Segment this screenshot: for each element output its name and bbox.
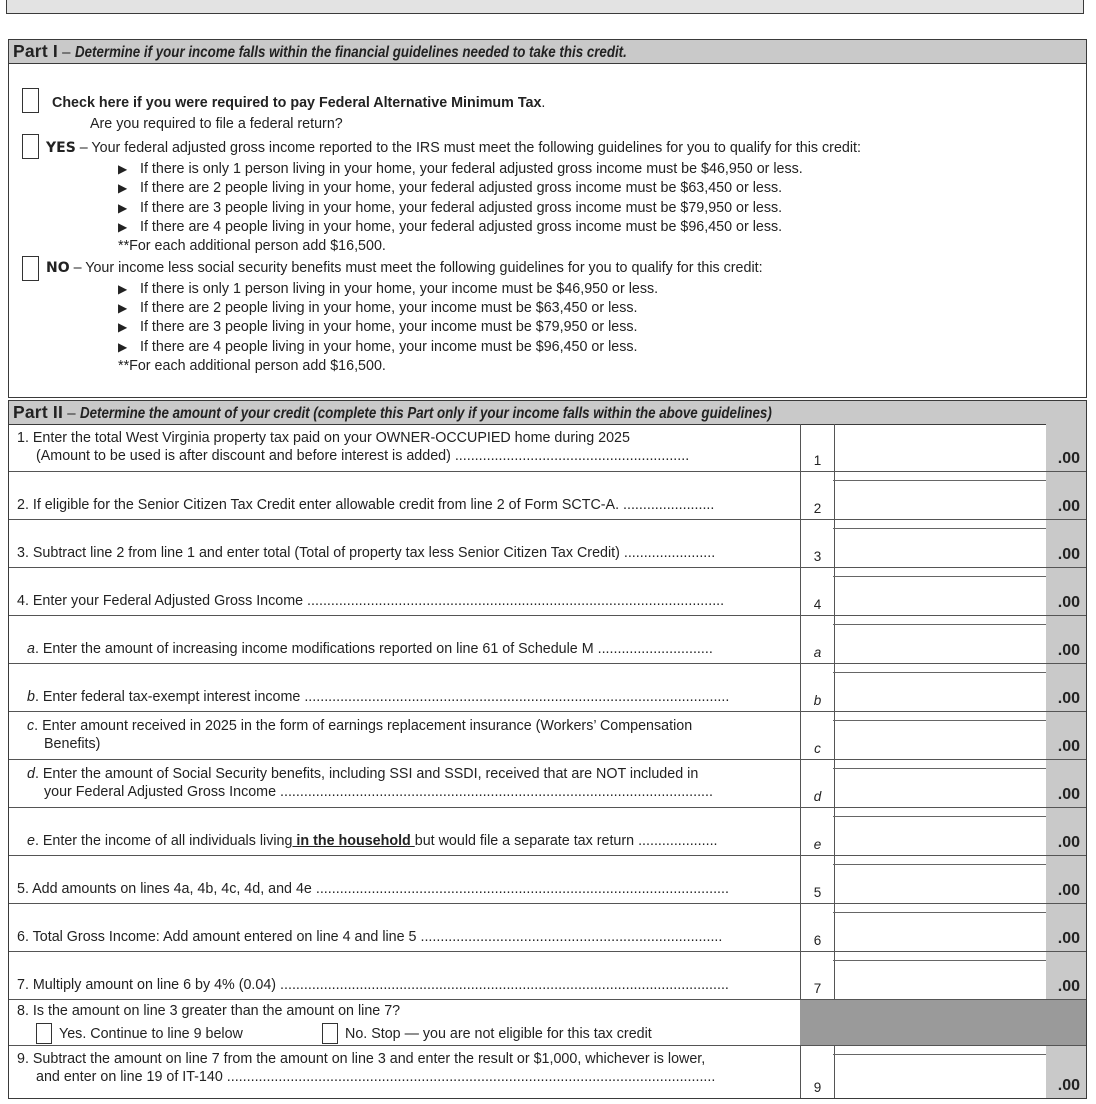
- line-4d-text: d. Enter the amount of Social Security benefits, including SSI and SSDI, received that are NOT included in your Federal Adjusted Gross Income .............................................................................................................: [27, 766, 713, 800]
- line-5-text: 5. Add amounts on lines 4a, 4b, 4c, 4d, and 4e ........................................................................................................: [17, 881, 729, 897]
- part2-header: [8, 400, 1087, 425]
- cents-cell: .00: [1046, 520, 1086, 567]
- part1-label: Part I: [13, 41, 58, 61]
- part2-label: Part II: [13, 402, 64, 422]
- line-8-no-checkbox[interactable]: [322, 1023, 338, 1044]
- line-number: d: [800, 760, 835, 807]
- top-form-box: [6, 0, 1084, 14]
- no-item: ▶ If there is only 1 person living in your home, your income must be $46,950 or less.: [118, 281, 659, 297]
- cents-cell: .00: [1046, 760, 1086, 807]
- line-number: b: [800, 664, 835, 711]
- line-4a-amount[interactable]: [833, 616, 1046, 663]
- no-item: ▶ If there are 4 people living in your home, your income must be $96,450 or less.: [118, 339, 638, 355]
- cents-cell: .00: [1046, 808, 1086, 855]
- line-6-row: [9, 904, 1086, 952]
- line-5-amount[interactable]: [833, 856, 1046, 903]
- line-9-text: 9. Subtract the amount on line 7 from the amount on line 3 and enter the result or $1,000, whichever is lower, and enter on line 19 of IT-140 ...........................................................................................................................: [17, 1051, 716, 1085]
- cents-cell: .00: [1046, 952, 1086, 999]
- part2-dash: –: [63, 405, 80, 422]
- part2-subtitle: Determine the amount of your credit (complete this Part only if your income falls within the above guidelines): [79, 405, 772, 422]
- line-9-row: [9, 1046, 1086, 1098]
- amt-checkbox[interactable]: [22, 88, 39, 113]
- line-4-row: [9, 568, 1086, 616]
- line-number: c: [800, 712, 835, 759]
- line-4b-row: [9, 664, 1086, 712]
- line-number: 5: [800, 856, 835, 903]
- line-4c-row: [9, 712, 1086, 760]
- line-7-amount[interactable]: [833, 952, 1046, 999]
- line-4a-row: [9, 616, 1086, 664]
- line-number: 9: [800, 1046, 835, 1098]
- line-1-row: [9, 424, 1086, 472]
- cents-cell: .00: [1046, 472, 1086, 519]
- line-number: 3: [800, 520, 835, 567]
- line-4e-amount[interactable]: [833, 808, 1046, 855]
- cents-cell: .00: [1046, 1046, 1086, 1098]
- cents-cell: .00: [1046, 664, 1086, 711]
- line-6-amount[interactable]: [833, 904, 1046, 951]
- line-8-shaded-cell: [800, 1000, 1086, 1045]
- line-4b-amount[interactable]: [833, 664, 1046, 711]
- line-number: 4: [800, 568, 835, 615]
- cents-cell: .00: [1046, 568, 1086, 615]
- cents-cell: .00: [1046, 616, 1086, 663]
- part2-body: [8, 424, 1087, 1099]
- line-7-row: [9, 952, 1086, 1000]
- line-3-text: 3. Subtract line 2 from line 1 and enter total (Total of property tax less Senior Citizen Tax Credit) .......................: [17, 545, 716, 561]
- line-1-text: 1. Enter the total West Virginia property tax paid on your OWNER-OCCUPIED home during 2025 (Amount to be used is after discount and before interest is added) ...........................................................: [17, 430, 690, 464]
- line-3-row: [9, 520, 1086, 568]
- amt-check-label: Check here if you were required to pay Federal Alternative Minimum Tax.: [52, 95, 546, 111]
- yes-checkbox[interactable]: [22, 134, 39, 159]
- line-3-amount[interactable]: [833, 520, 1046, 567]
- line-8-yes-label: Yes. Continue to line 9 below: [59, 1026, 243, 1042]
- no-item: ▶ If there are 2 people living in your home, your income must be $63,450 or less.: [118, 300, 638, 316]
- line-5-row: [9, 856, 1086, 904]
- part1-header: [8, 39, 1087, 64]
- line-2-text: 2. If eligible for the Senior Citizen Tax Credit enter allowable credit from line 2 of Form SCTC-A. .......................: [17, 497, 715, 513]
- line-8-yes-checkbox[interactable]: [36, 1023, 52, 1044]
- cents-cell: .00: [1046, 712, 1086, 759]
- line-4c-text: c. Enter amount received in 2025 in the form of earnings replacement insurance (Workers’ Compensation Benefits): [27, 718, 693, 752]
- line-number: 6: [800, 904, 835, 951]
- line-4a-text: a. Enter the amount of increasing income modifications reported on line 61 of Schedule M .............................: [27, 641, 713, 657]
- cents-cell: .00: [1046, 904, 1086, 951]
- line-4e-row: [9, 808, 1086, 856]
- part1-body: [8, 63, 1087, 398]
- line-8-row: [9, 1000, 1086, 1046]
- line-7-text: 7. Multiply amount on line 6 by 4% (0.04) .................................................................................................................: [17, 977, 729, 993]
- line-number: 1: [800, 424, 835, 471]
- line-8-question: 8. Is the amount on line 3 greater than the amount on line 7?: [17, 1003, 401, 1019]
- part1-subtitle: Determine if your income falls within the financial guidelines needed to take this credit.: [74, 44, 627, 61]
- no-note: **For each additional person add $16,500.: [118, 358, 386, 374]
- line-number: e: [800, 808, 835, 855]
- line-4d-row: [9, 760, 1086, 808]
- line-8-no-label: No. Stop — you are not eligible for this tax credit: [345, 1026, 652, 1042]
- yes-note: **For each additional person add $16,500.: [118, 238, 386, 254]
- line-4b-text: b. Enter federal tax-exempt interest income ...........................................................................................................: [27, 689, 730, 705]
- line-4c-amount[interactable]: [833, 712, 1046, 759]
- line-4-text: 4. Enter your Federal Adjusted Gross Income .........................................................................................................: [17, 593, 725, 609]
- line-2-row: [9, 472, 1086, 520]
- yes-text: YES – Your federal adjusted gross income reported to the IRS must meet the following guidelines for you to qualify for this credit:: [46, 140, 861, 156]
- line-1-amount[interactable]: [833, 424, 1046, 471]
- yes-item: ▶ If there are 3 people living in your home, your federal adjusted gross income must be $79,950 or less.: [118, 200, 783, 216]
- yes-item: ▶ If there are 2 people living in your home, your federal adjusted gross income must be $63,450 or less.: [118, 180, 783, 196]
- line-2-amount[interactable]: [833, 472, 1046, 519]
- line-number: 7: [800, 952, 835, 999]
- part1-dash: –: [57, 44, 75, 61]
- line-4d-amount[interactable]: [833, 760, 1046, 807]
- no-item: ▶ If there are 3 people living in your home, your income must be $79,950 or less.: [118, 319, 638, 335]
- federal-return-question: Are you required to file a federal return?: [90, 116, 343, 132]
- yes-item: ▶ If there are 4 people living in your home, your federal adjusted gross income must be $96,450 or less.: [118, 219, 783, 235]
- cents-cell: .00: [1046, 856, 1086, 903]
- line-9-amount[interactable]: [833, 1046, 1046, 1098]
- line-6-text: 6. Total Gross Income: Add amount entered on line 4 and line 5 ............................................................................: [17, 929, 723, 945]
- yes-item: ▶ If there is only 1 person living in your home, your federal adjusted gross income must be $46,950 or less.: [118, 161, 803, 177]
- cents-cell: .00: [1046, 424, 1086, 471]
- line-4-amount[interactable]: [833, 568, 1046, 615]
- line-4e-text: e. Enter the income of all individuals living in the household but would file a separate tax return ....................: [27, 833, 718, 849]
- line-number: 2: [800, 472, 835, 519]
- no-text: NO – Your income less social security benefits must meet the following guidelines for you to qualify for this credit:: [46, 260, 763, 276]
- line-number: a: [800, 616, 835, 663]
- no-checkbox[interactable]: [22, 256, 39, 281]
